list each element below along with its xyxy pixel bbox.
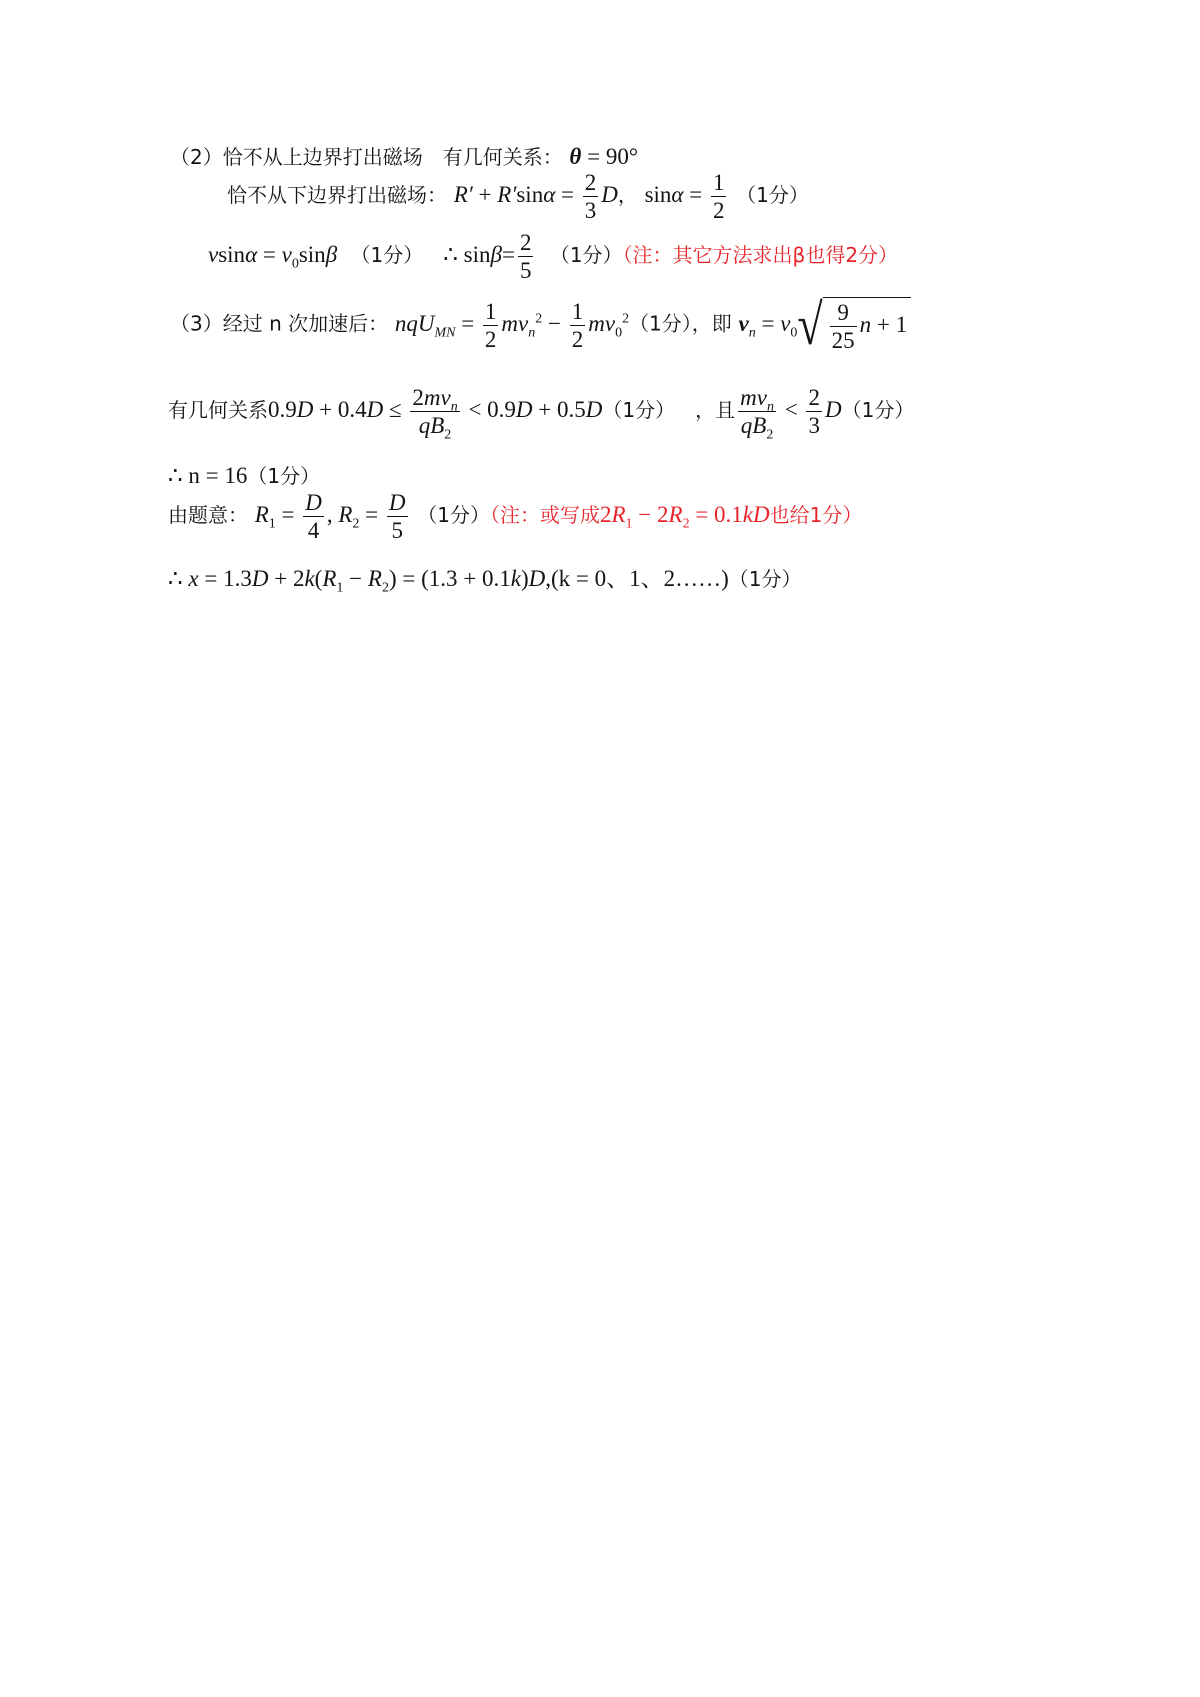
part2-line1 [170, 141, 638, 170]
note-suffix: 也给1分） [769, 503, 863, 528]
score: （1分） [549, 243, 623, 268]
score: （1分） [247, 464, 321, 488]
part2-label: （2） [170, 145, 223, 169]
score: （1分） [736, 183, 809, 208]
problem-text: 由题意： [168, 503, 248, 528]
k-series: (k = 0、1、2……) [550, 566, 729, 591]
part3-line5 [168, 560, 802, 596]
n-result: ∴ n = 16 [168, 463, 248, 488]
sin-alpha-equation: sinα = $\frac{1}{2}$ [644, 170, 725, 224]
acceleration-text: 经过 n 次加速后： [222, 311, 389, 336]
comma: ， [617, 183, 638, 208]
then-text: ，即 [691, 311, 732, 336]
note-equation: $2R_1 - 2R_2 = 0.1kD$ [599, 502, 770, 532]
note-prefix: （注：或写成 [489, 503, 600, 528]
part3-label: （3） [170, 311, 223, 336]
vn-equation: $v_n = v_0√$ $\frac{9}{25}$ n + 1 [738, 311, 911, 336]
theta-equation: θ = 90° [569, 144, 639, 169]
part2-bottom-boundary-text: 恰不从下边界打出磁场： [227, 183, 447, 208]
score: （1分） [629, 311, 692, 336]
score: （1分） [417, 503, 490, 528]
score: （1分） [728, 567, 802, 591]
score: （1分） [841, 398, 915, 423]
score: （1分） [350, 243, 424, 268]
inequality-2: $\frac{mv_n}{qB_2}$ < $\frac{2}{3}$ D [740, 385, 842, 443]
theta-value: = 90° [587, 144, 639, 169]
energy-equation: nqU$_{MN}$ = $\frac{1}{2}$ $mv_n^2$ − $\frac{1}{2}$ $mv_0^2$ [394, 298, 630, 352]
part2-line3 [208, 230, 898, 284]
score: （1分） [602, 398, 676, 423]
part2-line2 [227, 170, 809, 224]
part3-line4 [168, 490, 862, 544]
part3-line3 [168, 460, 320, 489]
grading-note: （注：其它方法求出β也得2分） [622, 243, 899, 268]
radii-equation: $R_1$ = $\frac{D}{4}$ , $R_2$ = $\frac{D}{5}$ [254, 490, 406, 544]
velocity-equation: $vsin\alpha = v_0\sin\beta$ [208, 242, 338, 272]
part2-top-boundary-text: 恰不从上边界打出磁场 有几何关系： [222, 145, 563, 169]
radius-equation: R′ + R′sinα = $\frac{2}{3}$ D [453, 170, 618, 224]
inequality-1: 0.9D + 0.4D ≤ $\frac{2mv_n}{qB_2}$ < 0.9D + 0.5D [268, 385, 603, 443]
part3-line1 [170, 292, 911, 357]
sin-beta-result: ∴ sinβ= $\frac{2}{5}$ [443, 230, 532, 284]
and-text: ，且 [695, 398, 736, 423]
part3-line2 [168, 385, 915, 443]
final-equation: ∴ $x = 1.3D + 2k(R_1 - R_2) = (1.3 + 0.1k)D$, [168, 566, 551, 596]
geometry-text: 有几何关系 [168, 398, 268, 423]
